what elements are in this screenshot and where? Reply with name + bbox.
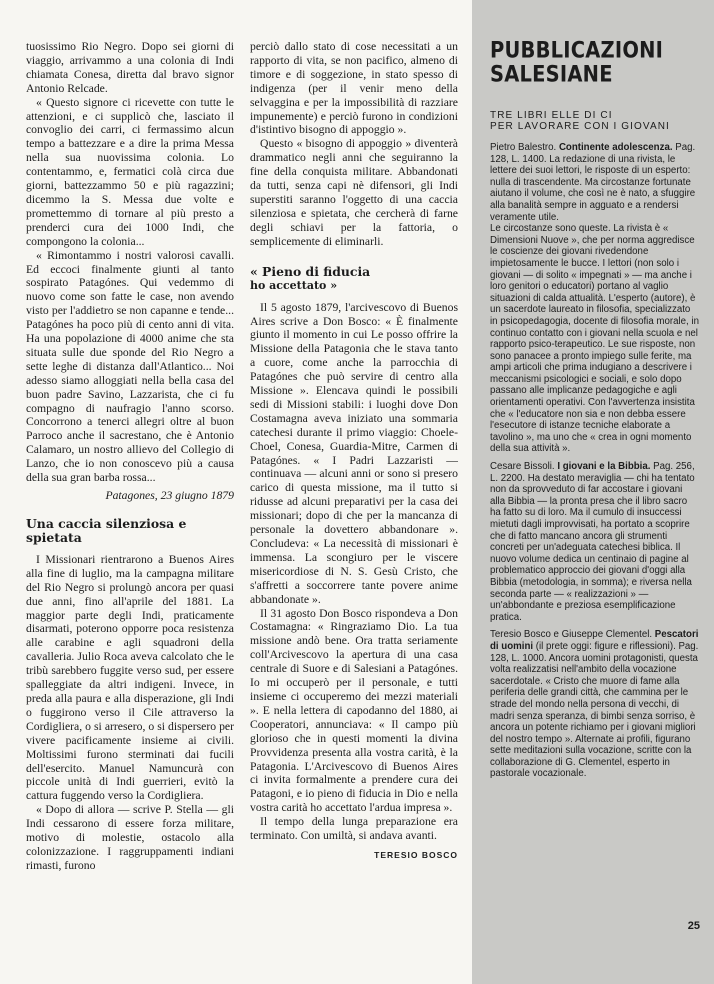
paragraph: tuosissimo Rio Negro. Dopo sei giorni di viaggio, arrivammo a una colonia di Indi chiamata Conesa, diretta dal bravo signor Antonio Relcade.: [26, 40, 234, 95]
paragraph: I Missionari rientrarono a Buenos Aires alla fine di luglio, ma la campagna militare del Rio Negro si prolungò ancora per quasi due anni, fino all'aprile del 1881. La maggior parte degli Indi, praticamente disarmati, poterono opporre poca resistenza alle carabine e agli squadroni della cavalleria. Julio Roca aveva calcolato che le tribù sarebbero fuggite verso sud, per essere spalleggiate da altri indigeni. Invece, in preda alla paura e alla disperazione, gli Indi o fuggirono verso il Cile attraverso la Cordigliera, o si arresero, o si dispersero per vivere pacificamente insieme ai civili. Moltissimi furono sterminati dai fucili dell'esercito. Manuel Namuncurà con piccole unità di Indi guerrieri, evitò la cattura fuggendo verso la Cordigliera.: [26, 552, 234, 803]
book-meta: (il prete oggi: figure e riflessioni). Pag. 128, L. 1000.: [490, 640, 699, 664]
book-author: Teresio Bosco e Giuseppe Clementel.: [490, 629, 653, 641]
book-title: Pescatori di uomini: [490, 629, 699, 652]
sidebar-subtitle: [490, 110, 700, 132]
book-author: Cesare Bissoli.: [490, 461, 555, 473]
paragraph: Il tempo della lunga preparazione era terminato. Con umiltà, si andava avanti.: [250, 815, 458, 843]
book-author: Pietro Balestro.: [490, 142, 557, 153]
book-title: I giovani e la Bibbia.: [557, 461, 651, 473]
book-description-cont: Le circostanze sono queste. La rivista è « Dimensioni Nuove », che per norma aggredisce le coscienze dei giovani rivedendone impietosamente le bucce. I lettori (non solo i giovani — di solito « impegnati » — ma anche i loro genitori o educatori) portano al vaglio situazioni di calda attualità. L'esperto (autore), è un sacerdote laureato in filosofia, specializzato in psicopedagogia, docente di filosofia morale, in continuo contatto con i giovani nella scuola e nel rapporto psico-terapeutico. Le sue risposte, non sono panacee a pronto impiego sulle ferite, ma ampi articoli che prima indugiano a descrivere i meccanismi psicologici e sociali, e solo dopo passano alle implicanze pedagogiche e agli orientamenti operativi. Con l'avvertenza insistita che « l'educatore non sia e non debba essere l'esecutore di istanze tecniche elaborate a tavolino », ma uno che « crea in ogni momento della sua attività ».: [490, 223, 699, 455]
letter-signoff: Patagones, 23 giugno 1879: [105, 489, 234, 502]
publications-sidebar: [472, 0, 714, 984]
book-entry: [490, 461, 700, 623]
paragraph: Il 5 agosto 1879, l'arcivescovo di Buenos Aires scrive a Don Bosco: « È finalmente giunto il momento in cui Le posso offrire la Missione della Patagonia che le stava tanto a cuore, come anche la parrocchia di Patagónes che può servire di centro alla Missione ». Elencava quindi le possibili sedi di Missioni stabili: i luoghi dove Don Costamagna aveva iniziato una sommaria catechesi durante il primo viaggio: Choele-Choel, Conesa, Guardia-Mitre, Carmen di Patagónes. « I Padri Lazzaristi — continuava — alcuni anni or sono si presero carico di questa missione, ma il tutto si ridusse ad alcuni preparativi per la casa dei missionari; dopo di che per la mancanza di personale la dovettero abbandonare ». Concludeva: « La necessità di missionari è immensa. La scongiuro per le viscere misericordiose di N. S. Gesù Cristo, che s'affretti a soccorrere tante povere anime abbandonate ».: [250, 300, 458, 606]
book-description: La redazione di una rivista, le lettere dei suoi lettori, le risposte di un esperto: nulla di trascendente. Ma circostanze fortunate aiutano il volume, che così ne è nato, a sfuggire alla banalità sempre in agguato e a rendersi veramente utile.: [490, 153, 696, 223]
article-author: TERESIO BOSCO: [374, 849, 458, 860]
book-title: Continente adolescenza.: [558, 142, 673, 153]
paragraph: perciò dallo stato di cose necessitati a un rapporto di vita, se non pacifico, almeno di timore e di soggezione, in stato spesso di indigenza (per il venir meno della selvaggina e per la impossibilità di razziare impunemente) e perciò furono in condizioni d'istintivo bisogno di appoggio ».: [250, 40, 458, 137]
article-column-left: [26, 40, 234, 873]
article-column-middle: [250, 40, 458, 863]
book-entry: [490, 629, 700, 780]
paragraph: « Dopo di allora — scrive P. Stella — gli Indi cessarono di essere forza militare, motivo di molestie, ostacolo alla colonizzazione. I raggruppamenti indiani rimasti, furono: [26, 803, 234, 872]
paragraph: Il 31 agosto Don Bosco rispondeva a Don Costamagna: « Ringraziamo Dio. La tua missione andò bene. Ora tratta seriamente coll'Arcivescovo la apertura di una casa centrale di Suore e di Salesiani a Patagónes. Io mi occuperò per il personale, e tutti insieme ci occuperemo dei mezzi materiali ». E nella lettera di capodanno del 1880, ai Cooperatori, annunciava: « Il campo più glorioso che in questi momenti la divina Provvidenza presenta alla vostra carità, è la Patagonia. L'Arcivescovo di Buenos Aires ci invita formalmente a prendere cura dei Patagoni, e io pieno di fiducia in Dio e nella vostra carità ho accettato l'ardua impresa ».: [250, 606, 458, 815]
paragraph: « Rimontammo i nostri valorosi cavalli. Ed eccoci finalmente giunti al tanto sospirato Patagónes. Qui vedemmo di nuovo come son fatte le case, non avendo visto per l'addietro se non capanne e tende... Patagónes ha poco più di cento anni di vita. Ha una popolazione di 4000 anime che sta situata sulle due sponde del Rio Negro a sette leghe di distanza dall'Atlantico... Noi adesso siamo alloggiati nella bella casa del buon padre Savino, Lazzarista, che ci fu compagno di naufragio l'anno scorso. Concorrono a tenerci allegri oltre al buon Parroco anche il sacrestano, che è Antonio Calamaro, un nostro allievo del Collegio di Lanzo, che io non conoscevo più a causa della sua gran barba rossa...: [26, 248, 234, 485]
section-title-line1: « Pieno di fiducia: [250, 263, 371, 279]
sidebar-subtitle-line2: PER LAVORARE CON I GIOVANI: [490, 121, 670, 132]
book-meta: Pag. 256, L. 2200.: [490, 461, 695, 484]
book-meta: Pag. 128, L. 1400.: [490, 142, 696, 165]
page-number: 25: [687, 920, 700, 932]
paragraph: Questo « bisogno di appoggio » diventerà drammatico negli anni che seguiranno la fine della conquista militare. Abbandonati da tutti, senza capi nè difensori, gli Indi superstiti saranno l'oggetto di una caccia silenziosa e spietata, che cercherà di farne degli schiavi per la fattoria, o semplicemente di eliminarli.: [250, 137, 458, 248]
paragraph: « Questo signore ci ricevette con tutte le attenzioni, e ci supplicò che, lasciato il convoglio dei carri, ci fermassimo alcun tempo a battezzare e a dire la prima Messa nella sua nuovissima colonia. Lo contentammo, e, fermatici colà circa due giorni, battezzammo 50 e più ragazzini; dicemmo la S. Messa due volte e promettemmo di tornare al più presto a prenderci cura dei 1000 Indi, che compongono la colonia...: [26, 95, 234, 248]
book-entry: [490, 142, 700, 223]
section-title: Una caccia silenziosa e spietata: [26, 515, 187, 545]
sidebar-title: [490, 38, 700, 86]
sidebar-content: [490, 38, 700, 780]
sidebar-title-line1: PUBBLICAZIONI: [490, 36, 664, 64]
sidebar-subtitle-line1: TRE LIBRI ELLE DI CI: [490, 110, 613, 121]
section-title-line2: ho accettato »: [250, 278, 338, 292]
section-title: [250, 265, 458, 293]
book-description: Ancora uomini protagonisti, questa volta realizzatisi nell'ambito della vocazione sacerdotale. « Cristo che muore di fame alla periferia delle grandi città, che cammina per le strade del mondo nella persona di vecchi, di madri senza speranza, di bimbi senza sorriso, è ancora un potente richiamo per i giovani migliori del nostro tempo ». Alternate ai profili, figurano sette meditazioni sulla vocazione, scritte con la collaborazione di G. Clementel, esperto in pastorale vocazionale.: [490, 652, 698, 780]
sidebar-title-line2: SALESIANE: [490, 61, 613, 88]
book-description: Ha destato meraviglia — chi ha tentato non da sprovveduto di far accostare i giovani alla Bibbia — la pronta presa che il libro sacro ha fatto su di loro. Ma il cumulo di insuccessi mietuti dagli improvvisati, ha portato a scoprire che di fatto mancano ancora gli strumenti concreti per un'adeguata catechesi biblica. Il nuovo volume dedica un centinaio di pagine al problematico approccio dei giovani d'oggi alla Bibbia (metodologia, in somma); e riversa nella seconda parte — « realizzazioni » — un'abbondante e preziosa esemplificazione pratica.: [490, 472, 695, 623]
